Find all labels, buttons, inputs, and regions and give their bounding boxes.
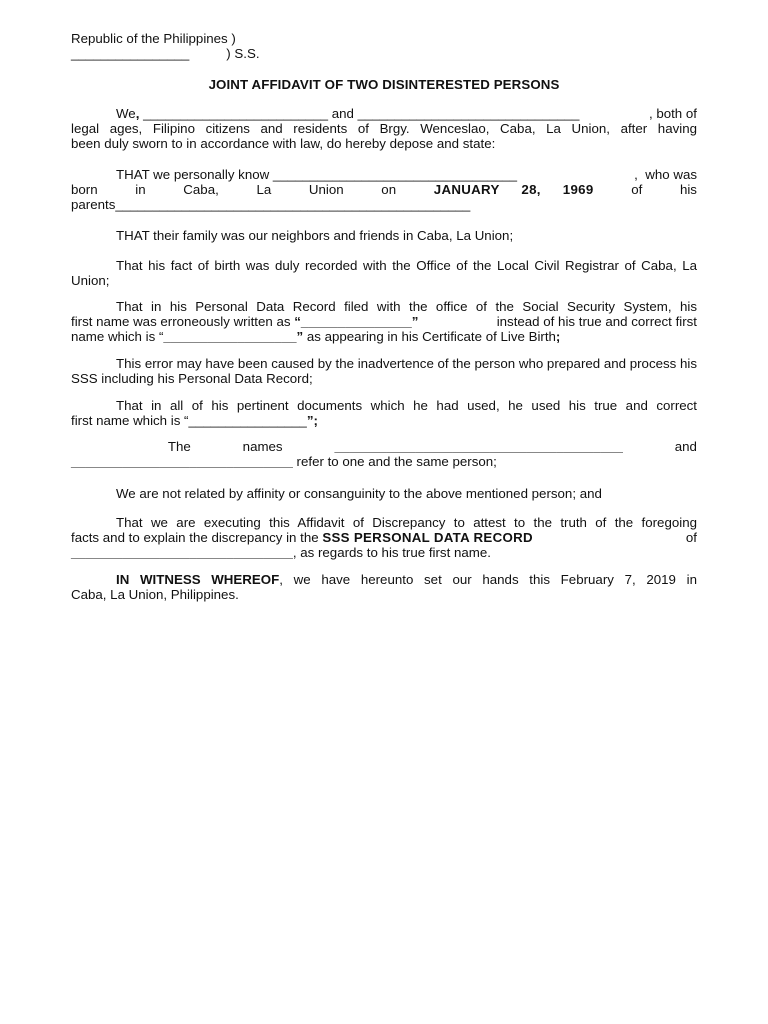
paragraph-pertinent-documents: That in all of his pertinent documents which he had used, he used his true and correct first name which is “________________”; bbox=[71, 398, 697, 428]
correct-name-blank: __________________” bbox=[163, 329, 304, 344]
venue-block bbox=[71, 31, 697, 61]
paragraph-witness-whereof: IN WITNESS WHEREOF, we have hereunto set our hands this February 7, 2019 in Caba, La Union, Philippines. bbox=[71, 572, 697, 602]
record-name-blank: ______________________________ bbox=[71, 545, 293, 560]
paragraph-affiants: We, _________________________ and ______________________________ , both of legal ages, Filipino citizens and residents of Brgy. Wenceslao, Caba, La Union, after having been duly sworn to in accordance with law, do hereby depose and state: bbox=[71, 106, 697, 151]
paragraph-birth-recorded: That his fact of birth was duly recorded with the Office of the Local Civil Registrar of Caba, La Union; bbox=[71, 258, 697, 288]
paragraph-not-related: We are not related by affinity or consanguinity to the above mentioned person; and bbox=[116, 486, 602, 501]
paragraph-same-person: The names _______________________________________ and ______________________________ refer to one and the same person; bbox=[71, 439, 697, 469]
paragraph-executing-affidavit: That we are executing this Affidavit of Discrepancy to attest to the truth of the foregoing facts and to explain the discrepancy in the SSS PERSONAL DATA RECORD of ______________________________, as regards to his true first name. bbox=[71, 515, 697, 560]
witness-whereof-heading: IN WITNESS WHEREOF bbox=[116, 572, 280, 587]
affiant-2-blank: ______________________________ bbox=[357, 106, 580, 121]
affiant-1-blank: _________________________ bbox=[139, 106, 328, 121]
we-label: We bbox=[116, 106, 136, 121]
name-1-blank: _______________________________________ bbox=[334, 439, 623, 454]
paragraph-personally-know: THAT we personally know _________________________________ , who was born in Caba, La Union on JANUARY 28, 1969 of his parents________________________________________________ bbox=[71, 167, 697, 212]
document-title: JOINT AFFIDAVIT OF TWO DISINTERESTED PERSONS bbox=[208, 77, 560, 92]
paragraph-erroneous-name: That in his Personal Data Record filed with the office of the Social Security System, his first name was erroneously written as “_______________” instead of his true and correct first name which is “__________________” as appearing in his Certificate of Live Birth; bbox=[71, 299, 697, 344]
venue-line-ss: ________________ ) S.S. bbox=[71, 46, 260, 61]
paragraph-error-cause: This error may have been caused by the inadvertence of the person who prepared and process his SSS including his Personal Data Record; bbox=[71, 356, 697, 386]
erroneous-name-blank: “_______________” bbox=[294, 314, 419, 329]
sss-record-label: SSS PERSONAL DATA RECORD bbox=[322, 530, 533, 545]
venue-line-republic: Republic of the Philippines ) bbox=[71, 31, 236, 46]
paragraph-neighbors: THAT their family was our neighbors and friends in Caba, La Union; bbox=[116, 228, 514, 243]
name-2-blank: ______________________________ bbox=[71, 454, 293, 469]
subject-name-blank: _________________________________ bbox=[272, 167, 517, 182]
birth-date: JANUARY 28, 1969 bbox=[433, 182, 594, 197]
parents-blank: parents________________________________________________ bbox=[71, 197, 471, 212]
